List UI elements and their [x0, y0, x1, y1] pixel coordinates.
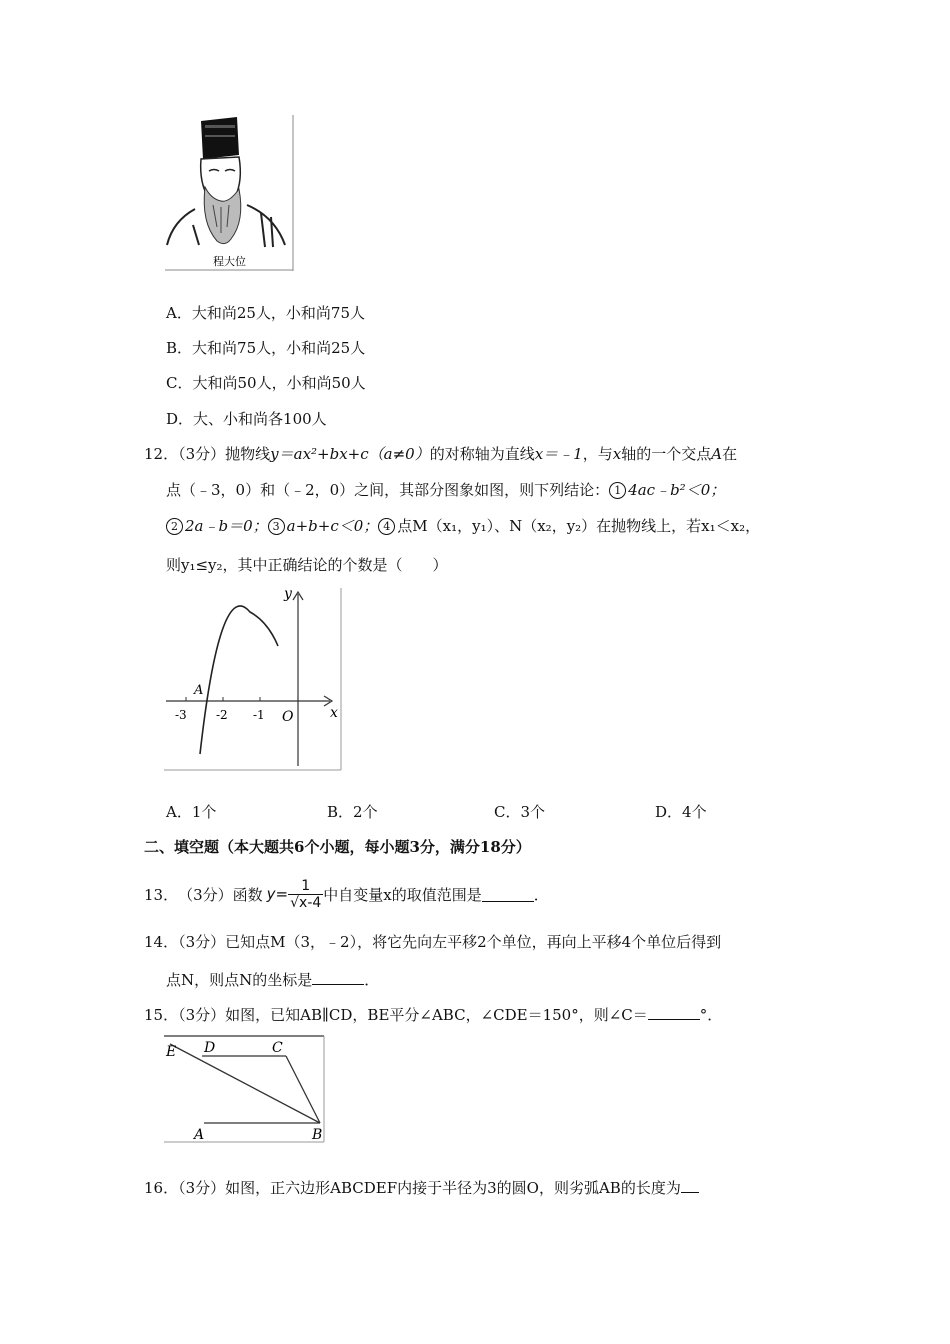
label-d: D [204, 1040, 216, 1056]
q12-score: （3分） [178, 445, 226, 463]
conclusion-4-marker: 4 [378, 518, 395, 535]
x-axis-label: x [330, 705, 338, 721]
q13-text: ． [533, 885, 549, 904]
label-e: E [166, 1044, 177, 1060]
q12-option-c: C．3个 [494, 803, 546, 821]
tick-label-neg1: -1 [253, 708, 265, 722]
origin-label: O [282, 709, 294, 725]
conclusion-2-marker: 2 [166, 518, 183, 535]
conclusion-1: 4ac﹣b²＜0； [628, 481, 726, 499]
q12-text: 的对称轴为直线 [429, 445, 535, 463]
q13-answer-blank[interactable] [482, 887, 534, 902]
label-a: A [194, 1127, 205, 1143]
q12-text: 在 [722, 445, 738, 463]
tick-label-neg3: -3 [175, 708, 187, 722]
q13-text: 函数 [232, 885, 263, 904]
q12-option-d: D．4个 [655, 803, 707, 821]
label-c: C [272, 1040, 283, 1056]
point-a-label: A [194, 683, 204, 698]
q11-option-b: B．大和尚75人，小和尚25人 [166, 339, 366, 357]
q15-line [144, 1005, 722, 1025]
q12-x-var: x [612, 445, 622, 463]
q16-line [144, 1178, 699, 1198]
conclusion-4: 点M（x₁，y₁）、N（x₂，y₂）在抛物线上，若x₁＜x₂， [397, 517, 761, 535]
parabola-graph [164, 586, 344, 772]
portrait-figure [165, 113, 295, 271]
portrait-caption: 程大位 [213, 255, 246, 268]
q15-text: °． [699, 1006, 723, 1024]
line-cb [286, 1056, 320, 1123]
q12-option-a: A．1个 [166, 803, 217, 821]
q14-line2 [166, 970, 379, 990]
q12-equation: y＝ax²+bx+c（a≠0） [270, 445, 430, 463]
q12-text: ，与 [582, 445, 613, 463]
q15-text: 15．（3分）如图，已知AB∥CD，BE平分∠ABC，∠CDE＝150°，则∠C＝ [144, 1006, 648, 1024]
q13-score: （3分） [178, 885, 233, 904]
q12-line1 [144, 444, 737, 464]
q13-number: 13． [144, 885, 179, 904]
q12-point-a: A [711, 445, 723, 463]
q12-option-b: B．2个 [327, 803, 378, 821]
y-axis-label: y [284, 586, 292, 602]
q12-line4: 则y₁≤y₂，其中正确结论的个数是（ ） [166, 556, 448, 574]
q13 [144, 872, 549, 916]
q14-line1: 14．（3分）已知点M（3，﹣2），将它先向左平移2个单位，再向上平移4个单位后得到 [144, 933, 722, 951]
q14-text: ． [364, 971, 380, 989]
conclusion-3: a+b+c＜0； [286, 517, 379, 535]
q12-line3 [166, 516, 760, 536]
parabola-curve [200, 606, 278, 754]
q12-axis: x＝﹣1 [534, 445, 583, 463]
q11-option-a: A．大和尚25人，小和尚75人 [166, 304, 366, 322]
q14-text: 点N，则点N的坐标是 [166, 971, 313, 989]
q12-text: 轴的一个交点 [621, 445, 712, 463]
q12-number: 12． [144, 445, 179, 463]
q12-text: 点（﹣3，0）和（﹣2，0）之间，其部分图象如图，则下列结论： [166, 481, 610, 499]
q16-answer-blank[interactable] [681, 1178, 699, 1193]
q13-fraction [288, 878, 323, 911]
q11-option-d: D．大、小和尚各100人 [166, 410, 327, 428]
q16-text: 16．（3分）如图，正六边形ABCDEF内接于半径为3的圆O，则劣弧AB的长度为 [144, 1179, 681, 1197]
q14-answer-blank[interactable] [312, 970, 364, 985]
conclusion-2: 2a﹣b＝0； [185, 517, 268, 535]
q11-option-c: C．大和尚50人，小和尚50人 [166, 374, 366, 392]
q15-figure [164, 1034, 328, 1144]
q12-text: 抛物线 [225, 445, 271, 463]
tick-label-neg2: -2 [216, 708, 228, 722]
conclusion-1-marker: 1 [609, 482, 626, 499]
q15-answer-blank[interactable] [648, 1005, 700, 1020]
portrait-image [165, 113, 295, 271]
q12-line2 [166, 480, 725, 500]
conclusion-3-marker: 3 [268, 518, 285, 535]
q13-text: 中自变量x的取值范围是 [323, 885, 482, 904]
q13-denominator: √x-4 [290, 894, 322, 911]
q13-numerator: 1 [301, 877, 311, 894]
q13-y: y= [266, 885, 289, 903]
section-2-heading: 二、填空题（本大题共6个小题，每小题3分，满分18分） [144, 838, 531, 856]
label-b: B [312, 1127, 323, 1143]
